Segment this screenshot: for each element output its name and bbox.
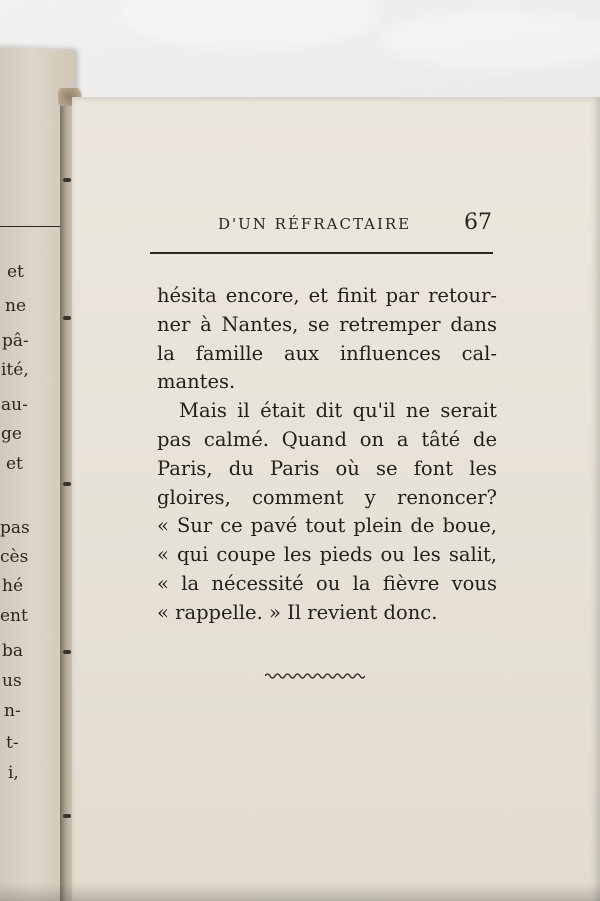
binding-thread <box>63 178 71 182</box>
previous-page-fragment: pas <box>0 518 30 538</box>
previous-page-fragment: i, <box>8 763 19 783</box>
wavy-ornament <box>265 671 365 681</box>
text-line: pas calmé. Quand on a tâté de <box>157 427 497 451</box>
previous-page-fragment: et <box>6 454 23 474</box>
previous-page-fragment: n- <box>4 701 21 721</box>
text-line: « Sur ce pavé tout plein de boue, <box>157 514 497 538</box>
previous-page-fragment: cès <box>0 547 29 567</box>
text-line: « la nécessité ou la fièvre vous <box>157 571 497 595</box>
text-line: Paris, du Paris où se font les <box>157 456 497 480</box>
cloth-fold <box>120 0 380 50</box>
previous-page-fragment: ba <box>2 641 24 661</box>
running-head: D'UN RÉFRACTAIRE <box>218 215 412 233</box>
previous-page-fragment: pâ- <box>2 331 29 351</box>
cloth-fold <box>380 10 600 70</box>
text-line: mantes. <box>157 370 236 394</box>
bottom-shadow <box>0 883 600 901</box>
previous-page-fragment: ne <box>5 296 27 316</box>
previous-page-fragment: ité, <box>1 360 29 380</box>
binding-thread <box>63 316 71 320</box>
text-line: « rappelle. » Il revient donc. <box>157 600 438 624</box>
previous-page-fragment: us <box>2 671 22 691</box>
body-text <box>157 282 497 628</box>
previous-page-fragment: au- <box>1 395 28 415</box>
previous-page-fragment: t- <box>6 733 19 753</box>
previous-page-fragment: et <box>7 262 24 282</box>
previous-page-fragment: ge <box>1 424 22 444</box>
binding-thread <box>63 650 71 654</box>
previous-page-fragment: ent <box>0 606 28 626</box>
text-line: la famille aux influences cal- <box>157 341 497 365</box>
previous-page-rule <box>0 226 68 227</box>
text-line: « qui coupe les pieds ou les salit, <box>157 543 497 567</box>
binding-thread <box>63 482 71 486</box>
text-line: Mais il était dit qu'il ne serait <box>179 399 497 423</box>
text-line: ner à Nantes, se retremper dans <box>157 312 497 336</box>
header-rule <box>150 252 493 254</box>
text-line: gloires, comment y renoncer? <box>157 485 497 509</box>
previous-page-fragment: hé <box>2 576 24 596</box>
page-number: 67 <box>464 210 492 235</box>
page-header <box>218 210 492 240</box>
text-line: hésita encore, et finit par retour- <box>157 284 497 307</box>
binding-thread <box>63 814 71 818</box>
